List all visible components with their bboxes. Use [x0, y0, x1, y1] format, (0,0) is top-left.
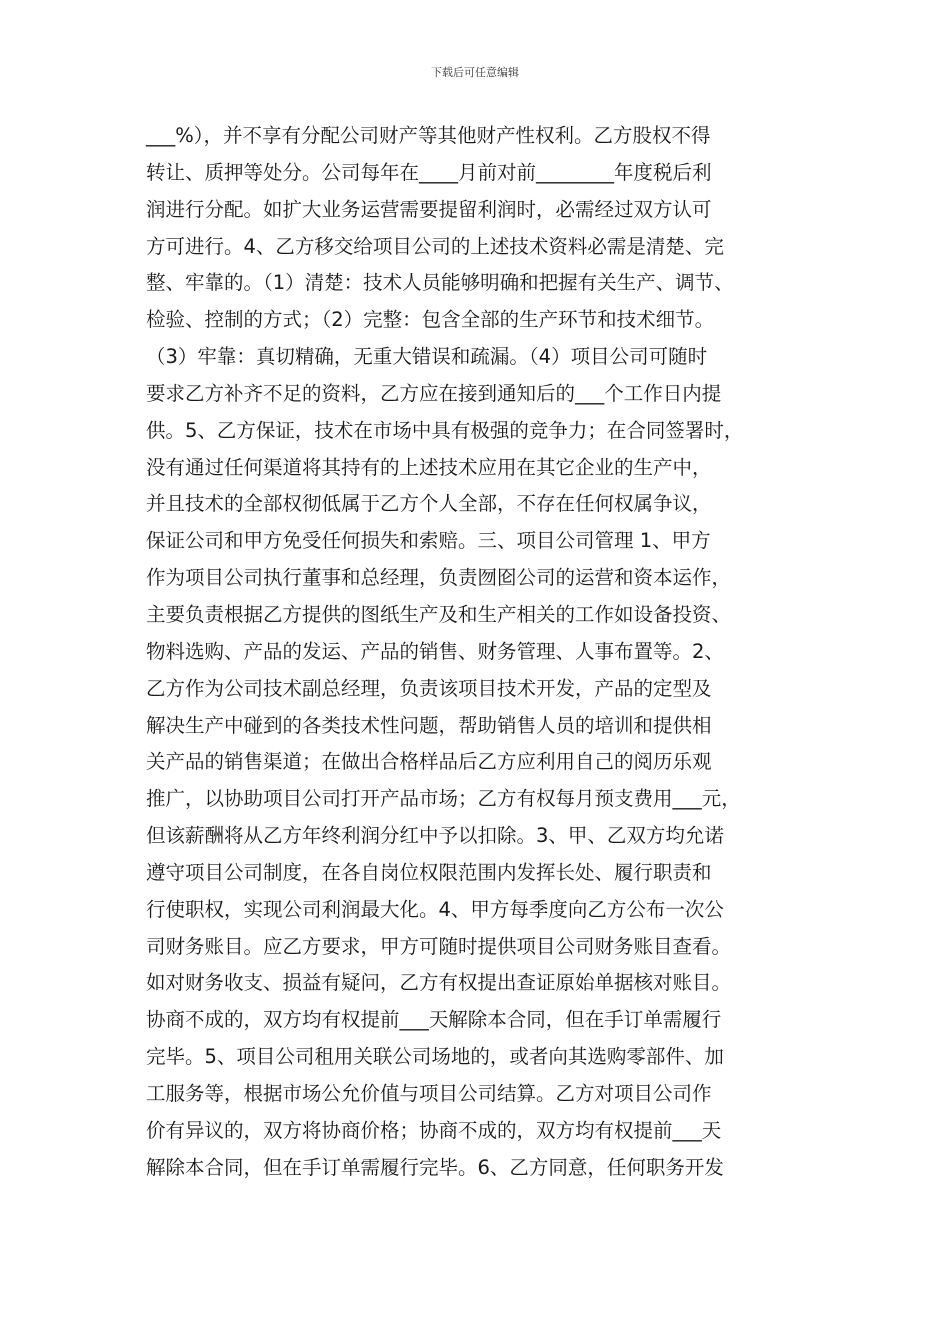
- text-line: 物料选购、产品的发运、产品的销售、财务管理、人事布置等。2、: [146, 639, 724, 663]
- text-line: 没有通过任何渠道将其持有的上述技术应用在其它企业的生产中，: [146, 455, 712, 479]
- text-line: 完毕。5、项目公司租用关联公司场地的，或者向其选购零部件、加: [146, 1045, 724, 1069]
- text-line: ___%），并不享有分配公司财产等其他财产性权利。乙方股权不得: [146, 124, 711, 147]
- text-line: 如对财务收支、损益有疑问，乙方有权提出查证原始单据核对账目。: [146, 971, 732, 995]
- text-line: 转让、质押等处分。公司每年在____月前对前________年度税后利: [146, 160, 712, 184]
- text-line: 要求乙方补齐不足的资料，乙方应在接到通知后的___个工作日内提: [146, 381, 722, 405]
- text-line: 工服务等，根据市场公允价值与项目公司结算。乙方对项目公司作: [146, 1081, 712, 1105]
- text-line: 检验、控制的方式；（2）完整：包含全部的生产环节和技术细节。: [146, 308, 715, 332]
- text-line: 但该薪酬将从乙方年终利润分红中予以扣除。3、甲、乙双方均允诺: [146, 824, 724, 848]
- text-line: 遵守项目公司制度，在各自岗位权限范围内发挥长处、履行职责和: [146, 860, 712, 884]
- text-line: 润进行分配。如扩大业务运营需要提留利润时，必需经过双方认可: [146, 197, 712, 221]
- text-line: 协商不成的，双方均有权提前___天解除本合同，但在手订单需履行: [146, 1008, 722, 1032]
- text-line: 供。5、乙方保证，技术在市场中具有极强的竞争力；在合同签署时，: [146, 418, 744, 442]
- text-line: 关产品的销售渠道；在做出合格样品后乙方应利用自己的阅历乐观: [146, 750, 712, 774]
- text-line: 司财务账目。应乙方要求，甲方可随时提供项目公司财务账目查看。: [146, 934, 732, 958]
- text-line: （3）牢靠：真切精确，无重大错误和疏漏。（4）项目公司可随时: [146, 345, 708, 369]
- text-line: 乙方作为公司技术副总经理，负责该项目技术开发，产品的定型及: [146, 676, 712, 700]
- page-header: 下载后可任意编辑: [431, 66, 519, 79]
- text-line: 行使职权，实现公司利润最大化。4、甲方每季度向乙方公布一次公: [146, 897, 724, 921]
- text-line: 推广，以协助项目公司打开产品市场；乙方有权每月预支费用___元，: [146, 787, 741, 811]
- text-line: 保证公司和甲方免受任何损失和索赔。三、项目公司管理 1、甲方: [146, 529, 711, 553]
- text-line: 解除本合同，但在手订单需履行完毕。6、乙方同意，任何职务开发: [146, 1155, 724, 1179]
- text-line: 解决生产中碰到的各类技术性问题，帮助销售人员的培训和提供相: [146, 713, 712, 737]
- text-line: 方可进行。4、乙方移交给项目公司的上述技术资料必需是清楚、完: [146, 234, 724, 258]
- text-line: 作为项目公司执行董事和总经理，负责囫囵公司的运营和资本运作，: [146, 566, 732, 590]
- text-line: 并且技术的全部权彻低属于乙方个人全部，不存在任何权属争议，: [146, 492, 712, 516]
- text-line: 主要负责根据乙方提供的图纸生产及和生产相关的工作如设备投资、: [146, 602, 732, 626]
- document-body: [146, 118, 826, 1186]
- text-line: 价有异议的，双方将协商价格；协商不成的，双方均有权提前___天: [146, 1118, 722, 1142]
- text-line: 整、牢靠的。（1）清楚：技术人员能够明确和把握有关生产、调节、: [146, 271, 734, 295]
